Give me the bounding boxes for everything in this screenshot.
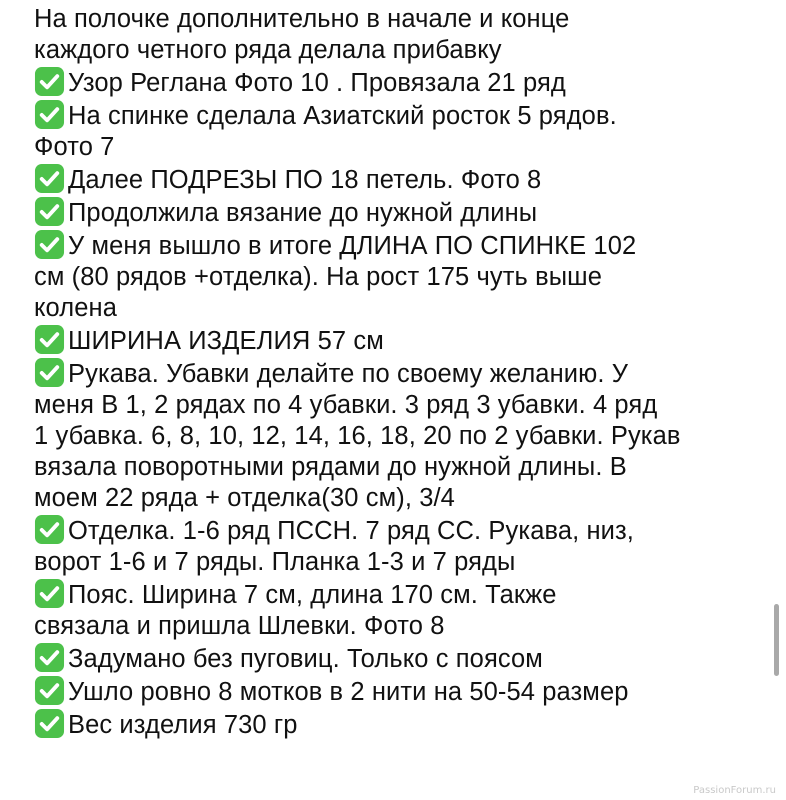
line-text: Фото 7 xyxy=(34,133,115,161)
check-mark-button-icon xyxy=(34,229,65,260)
line-text: У меня вышло в итоге ДЛИНА ПО СПИНКЕ 102 xyxy=(68,232,637,260)
line-text: Пояс. Ширина 7 см, длина 170 см. Также xyxy=(68,581,557,609)
text-line xyxy=(34,708,764,741)
line-text: Далее ПОДРЕЗЫ ПО 18 петель. Фото 8 xyxy=(68,166,542,194)
line-text: см (80 рядов +отделка). На рост 175 чуть выше xyxy=(34,263,602,291)
text-line xyxy=(34,262,764,293)
line-text: Узор Реглана Фото 10 . Провязала 21 ряд xyxy=(68,69,566,97)
text-line xyxy=(34,99,764,132)
text-line xyxy=(34,357,764,390)
line-text: Рукава. Убавки делайте по своему желанию. У xyxy=(68,360,628,388)
check-mark-button-icon xyxy=(34,66,65,97)
check-mark-button-icon xyxy=(34,163,65,194)
text-line xyxy=(34,421,764,452)
text-line xyxy=(34,390,764,421)
line-text: На полочке дополнительно в начале и конце xyxy=(34,5,570,33)
text-line xyxy=(34,578,764,611)
check-mark-button-icon xyxy=(34,642,65,673)
text-line xyxy=(34,4,764,35)
text-line xyxy=(34,324,764,357)
line-text: колена xyxy=(34,294,117,322)
text-line xyxy=(34,163,764,196)
text-line xyxy=(34,514,764,547)
text-line xyxy=(34,66,764,99)
check-mark-button-icon xyxy=(34,708,65,739)
line-text: Продолжила вязание до нужной длины xyxy=(68,199,538,227)
check-mark-button-icon xyxy=(34,324,65,355)
document-body xyxy=(34,4,764,741)
line-text: связала и пришла Шлевки. Фото 8 xyxy=(34,612,445,640)
check-mark-button-icon xyxy=(34,196,65,227)
text-line xyxy=(34,229,764,262)
check-mark-button-icon xyxy=(34,578,65,609)
line-text: Вес изделия 730 гр xyxy=(68,711,298,739)
line-text: ШИРИНА ИЗДЕЛИЯ 57 см xyxy=(68,327,384,355)
check-mark-button-icon xyxy=(34,99,65,130)
text-line xyxy=(34,483,764,514)
line-text: вязала поворотными рядами до нужной длины. В xyxy=(34,453,627,481)
line-text: ворот 1-6 и 7 ряды. Планка 1-3 и 7 ряды xyxy=(34,548,516,576)
line-text: каждого четного ряда делала прибавку xyxy=(34,36,502,64)
line-text: меня В 1, 2 рядах по 4 убавки. 3 ряд 3 убавки. 4 ряд xyxy=(34,391,658,419)
scrollbar-thumb[interactable] xyxy=(774,604,779,676)
text-line xyxy=(34,452,764,483)
text-line xyxy=(34,35,764,66)
line-text: Ушло ровно 8 мотков в 2 нити на 50-54 размер xyxy=(68,678,629,706)
watermark: PassionForum.ru xyxy=(693,785,776,796)
text-line xyxy=(34,675,764,708)
text-line xyxy=(34,132,764,163)
check-mark-button-icon xyxy=(34,675,65,706)
line-text: Отделка. 1-6 ряд ПССН. 7 ряд СС. Рукава, низ, xyxy=(68,517,634,545)
text-line xyxy=(34,611,764,642)
line-text: 1 убавка. 6, 8, 10, 12, 14, 16, 18, 20 по 2 убавки. Рукав xyxy=(34,422,681,450)
line-text: моем 22 ряда + отделка(30 см), 3/4 xyxy=(34,484,455,512)
check-mark-button-icon xyxy=(34,514,65,545)
line-text: Задумано без пуговиц. Только с поясом xyxy=(68,645,543,673)
text-line xyxy=(34,642,764,675)
check-mark-button-icon xyxy=(34,357,65,388)
text-line xyxy=(34,293,764,324)
line-text: На спинке сделала Азиатский росток 5 рядов. xyxy=(68,102,617,130)
text-line xyxy=(34,547,764,578)
text-line xyxy=(34,196,764,229)
